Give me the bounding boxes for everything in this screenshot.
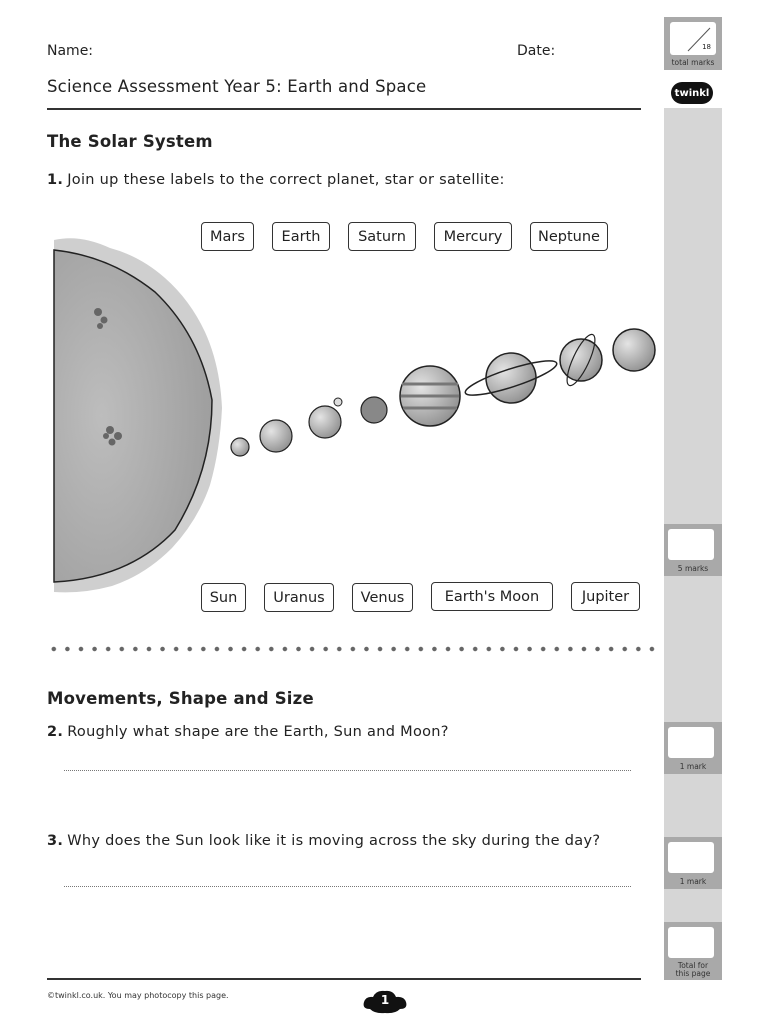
solar-system-illustration [40,230,665,600]
label-sun[interactable]: Sun [201,583,246,612]
question-3 [47,833,600,849]
q3-marks-box[interactable] [668,842,714,873]
question-1-text: Join up these labels to the correct planet, star or satellite: [67,172,505,188]
label-saturn[interactable]: Saturn [348,222,416,251]
label-uranus[interactable]: Uranus [264,583,334,612]
total-marks-box[interactable] [670,22,716,55]
section-heading-movements: Movements, Shape and Size [47,689,314,708]
page-total-caption-line2: this page [675,969,711,978]
question-1 [47,172,505,188]
q1-marks-box[interactable] [668,529,714,560]
q2-marks-caption: 1 mark [679,762,707,771]
section-divider [47,646,659,652]
twinkl-logo-text: twinkl [674,87,710,99]
answer-line-q3[interactable] [64,886,631,887]
q2-marks-box[interactable] [668,727,714,758]
label-jupiter[interactable]: Jupiter [571,582,640,611]
section-heading-solar-system: The Solar System [47,132,213,151]
question-1-number: 1. [47,172,64,188]
question-2-number: 2. [47,724,64,740]
sun-icon[interactable] [54,238,222,592]
question-2-text: Roughly what shape are the Earth, Sun and Moon? [67,724,449,740]
q3-marks-caption: 1 mark [679,877,707,886]
label-mercury[interactable]: Mercury [434,222,512,251]
q1-marks-caption: 5 marks [677,564,709,573]
question-3-number: 3. [47,833,64,849]
question-2 [47,724,449,740]
copyright-text: ©twinkl.co.uk. You may photocopy this page. [47,991,229,1000]
page-total-box[interactable] [668,927,714,958]
date-label: Date: [517,43,556,59]
question-3-text: Why does the Sun look like it is moving across the sky during the day? [67,833,601,849]
label-venus[interactable]: Venus [352,583,413,612]
name-label: Name: [47,43,94,59]
mercury-icon[interactable] [231,438,249,456]
twinkl-logo [671,82,713,104]
page-title: Science Assessment Year 5: Earth and Space [47,77,427,96]
uranus-icon[interactable] [560,331,602,389]
mars-icon[interactable] [361,397,387,423]
header-rule [47,108,641,110]
neptune-icon[interactable] [613,329,655,371]
venus-icon[interactable] [260,420,292,452]
total-marks-caption: total marks [671,58,715,67]
page-total-caption [664,962,722,978]
label-earth[interactable]: Earth [272,222,330,251]
total-marks-value: 18 [702,43,711,51]
page-number: 1 [380,993,390,1007]
page-total-caption-line1: Total for [677,961,709,970]
page-number-badge [362,989,408,1015]
moon-icon[interactable] [334,398,342,406]
label-neptune[interactable]: Neptune [530,222,608,251]
footer-rule [47,978,641,980]
label-earths-moon[interactable]: Earth's Moon [431,582,553,611]
answer-line-q2[interactable] [64,770,631,771]
label-mars[interactable]: Mars [201,222,254,251]
saturn-icon[interactable] [463,353,560,403]
earth-icon[interactable] [309,406,341,438]
jupiter-icon[interactable] [400,366,460,426]
